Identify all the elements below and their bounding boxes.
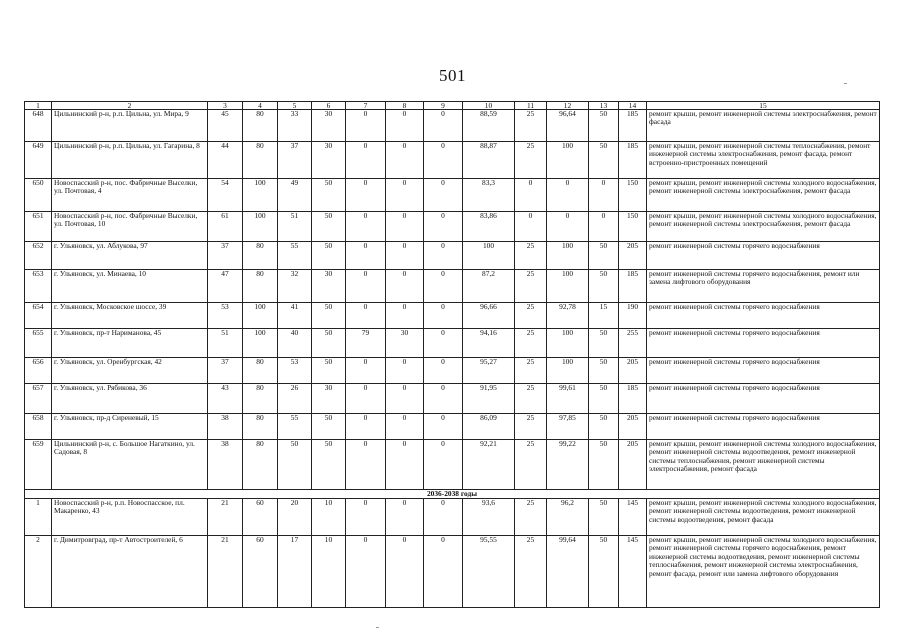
table-cell: Цильнинский р-н, р.п. Цильна, ул. Гагарина, 8 [52, 142, 208, 179]
table-row [25, 499, 880, 536]
table-cell: 205 [619, 440, 647, 490]
column-header: 11 [515, 102, 547, 110]
table-cell: 55 [278, 242, 312, 270]
table-cell: 10 [312, 499, 346, 536]
column-header: 3 [208, 102, 243, 110]
table-cell: 649 [25, 142, 52, 179]
table-cell: 50 [589, 440, 619, 490]
table-cell: 185 [619, 384, 647, 414]
table-cell: 100 [547, 270, 589, 303]
table-cell: 43 [208, 384, 243, 414]
table-cell: 25 [515, 303, 547, 329]
table-cell: 50 [589, 536, 619, 608]
table-cell: 0 [424, 358, 463, 384]
column-header: 12 [547, 102, 589, 110]
table-cell: 15 [589, 303, 619, 329]
table-cell: 50 [312, 414, 346, 440]
table-row [25, 536, 880, 608]
table-cell: 20 [278, 499, 312, 536]
table-cell: 60 [243, 499, 278, 536]
table-cell: 0 [386, 242, 424, 270]
table-cell: 100 [547, 242, 589, 270]
column-header: 10 [463, 102, 515, 110]
table-cell: 0 [424, 329, 463, 358]
table-cell: ремонт инженерной системы горячего водоснабжения [647, 329, 880, 358]
table-cell: 0 [547, 212, 589, 242]
column-header: 5 [278, 102, 312, 110]
table-cell: 80 [243, 242, 278, 270]
table-cell: 83,3 [463, 179, 515, 212]
table-cell: 50 [312, 358, 346, 384]
table-cell: 185 [619, 270, 647, 303]
table-row [25, 179, 880, 212]
scan-mark [376, 627, 379, 628]
table-cell: 99,64 [547, 536, 589, 608]
column-header: 9 [424, 102, 463, 110]
table-cell: 0 [424, 242, 463, 270]
table-cell: 0 [346, 270, 386, 303]
column-header: 6 [312, 102, 346, 110]
repair-schedule-table [24, 101, 880, 608]
table-row [25, 329, 880, 358]
table-cell: 30 [312, 110, 346, 142]
table-cell: 0 [386, 142, 424, 179]
table-cell: 0 [346, 384, 386, 414]
table-cell: 50 [589, 329, 619, 358]
table-cell: 0 [346, 142, 386, 179]
table-row [25, 212, 880, 242]
table-cell: 25 [515, 358, 547, 384]
table-cell: 653 [25, 270, 52, 303]
table-cell: 10 [312, 536, 346, 608]
table-cell: 100 [243, 179, 278, 212]
column-header: 13 [589, 102, 619, 110]
table-cell: 654 [25, 303, 52, 329]
table-cell: 32 [278, 270, 312, 303]
table-cell: 30 [312, 142, 346, 179]
table-cell: 94,16 [463, 329, 515, 358]
table-cell: 0 [424, 270, 463, 303]
table-cell: 80 [243, 414, 278, 440]
table-cell: 185 [619, 142, 647, 179]
table-row [25, 242, 880, 270]
table-cell: 50 [589, 110, 619, 142]
table-cell: 96,66 [463, 303, 515, 329]
table-cell: 0 [424, 536, 463, 608]
table-cell: 93,6 [463, 499, 515, 536]
table-cell: 0 [386, 536, 424, 608]
table-cell: 0 [515, 179, 547, 212]
table-cell: 185 [619, 110, 647, 142]
table-cell: 50 [589, 384, 619, 414]
column-header: 15 [647, 102, 880, 110]
table-cell: 80 [243, 358, 278, 384]
table-cell: 657 [25, 384, 52, 414]
table-cell: ремонт инженерной системы горячего водоснабжения [647, 414, 880, 440]
table-cell: 88,59 [463, 110, 515, 142]
table-cell: 50 [312, 303, 346, 329]
table-cell: 25 [515, 242, 547, 270]
table-cell: 648 [25, 110, 52, 142]
table-cell: 0 [386, 358, 424, 384]
table-cell: 80 [243, 110, 278, 142]
table-cell: 99,22 [547, 440, 589, 490]
table-cell: г. Ульяновск, Московское шоссе, 39 [52, 303, 208, 329]
table-cell: 33 [278, 110, 312, 142]
table-cell: 150 [619, 179, 647, 212]
table-cell: г. Димитровград, пр-т Автостроителей, 6 [52, 536, 208, 608]
table-cell: 0 [346, 414, 386, 440]
table-cell: 25 [515, 414, 547, 440]
table-cell: ремонт крыши, ремонт инженерной системы холодного водоснабжения, ремонт инженерной системы водоотведения, ремонт инженерной системы теплоснабжения, ремонт инженерной системы электроснабжения, ремонт фасада [647, 440, 880, 490]
table-cell: 50 [278, 440, 312, 490]
table-cell: 88,87 [463, 142, 515, 179]
table-cell: 0 [424, 142, 463, 179]
table-cell: 0 [346, 536, 386, 608]
table-cell: 50 [589, 358, 619, 384]
table-cell: 0 [386, 179, 424, 212]
table-cell: 0 [386, 110, 424, 142]
table-cell: 0 [346, 110, 386, 142]
table-cell: 25 [515, 499, 547, 536]
table-cell: 53 [208, 303, 243, 329]
table-cell: 92,21 [463, 440, 515, 490]
table-cell: 100 [243, 212, 278, 242]
table-cell: 30 [312, 270, 346, 303]
table-cell: ремонт инженерной системы горячего водоснабжения [647, 358, 880, 384]
table-cell: 651 [25, 212, 52, 242]
table-cell: 0 [386, 270, 424, 303]
table-cell: 0 [386, 303, 424, 329]
table-row [25, 440, 880, 490]
table-cell: 652 [25, 242, 52, 270]
table-cell: ремонт инженерной системы горячего водоснабжения [647, 303, 880, 329]
table-cell: 205 [619, 358, 647, 384]
table-cell: 0 [515, 212, 547, 242]
table-cell: 97,85 [547, 414, 589, 440]
table-cell: 41 [278, 303, 312, 329]
table-cell: 25 [515, 329, 547, 358]
table-cell: 658 [25, 414, 52, 440]
section-title: 2036-2038 годы [25, 490, 880, 499]
table-cell: 145 [619, 499, 647, 536]
table-cell: 25 [515, 536, 547, 608]
page-number: 501 [439, 66, 466, 85]
table-cell: 100 [243, 329, 278, 358]
table-cell: 99,61 [547, 384, 589, 414]
table-cell: 100 [547, 358, 589, 384]
table-cell: 659 [25, 440, 52, 490]
table-cell: ремонт крыши, ремонт инженерной системы теплоснабжения, ремонт инженерной системы электроснабжения, ремонт фасада, ремонт встроенно-пристроенных помещений [647, 142, 880, 179]
table-cell: 2 [25, 536, 52, 608]
table-row [25, 414, 880, 440]
table-cell: 53 [278, 358, 312, 384]
table-cell: 80 [243, 270, 278, 303]
table-cell: г. Ульяновск, ул. Аблукова, 97 [52, 242, 208, 270]
table-row [25, 358, 880, 384]
table-cell: 51 [278, 212, 312, 242]
table-cell: ремонт крыши, ремонт инженерной системы холодного водоснабжения, ремонт инженерной системы электроснабжения, ремонт фасада [647, 212, 880, 242]
table-cell: 0 [589, 212, 619, 242]
table-cell: 40 [278, 329, 312, 358]
header-row [25, 102, 880, 110]
table-cell: 54 [208, 179, 243, 212]
table-cell: ремонт крыши, ремонт инженерной системы холодного водоснабжения, ремонт инженерной системы горячего водоснабжения, ремонт инженерной системы водоотведения, ремонт инженерной системы теплоснабжения, ремонт инженерной системы электроснабжения, ремонт фасада, ремонт или замена лифтового оборудования [647, 536, 880, 608]
table-cell: 50 [589, 499, 619, 536]
table-cell: 61 [208, 212, 243, 242]
table-cell: 50 [589, 142, 619, 179]
table-cell: 55 [278, 414, 312, 440]
table-cell: 0 [424, 384, 463, 414]
column-header: 8 [386, 102, 424, 110]
scan-mark [844, 83, 847, 84]
table-cell: 25 [515, 142, 547, 179]
table-cell: 79 [346, 329, 386, 358]
table-cell: 205 [619, 242, 647, 270]
table-cell: 38 [208, 414, 243, 440]
table-cell: 49 [278, 179, 312, 212]
table-cell: г. Ульяновск, пр-т Нариманова, 45 [52, 329, 208, 358]
table-cell: 0 [386, 499, 424, 536]
table-cell: Цильнинский р-н, с. Большое Нагаткино, ул. Садовая, 8 [52, 440, 208, 490]
table-cell: Новоспасский р-н, пос. Фабричные Выселки, ул. Почтовая, 4 [52, 179, 208, 212]
table-cell: 50 [312, 179, 346, 212]
table-cell: 95,55 [463, 536, 515, 608]
table-body [25, 110, 880, 608]
table-cell: 100 [243, 303, 278, 329]
table-row [25, 303, 880, 329]
table-cell: 0 [386, 212, 424, 242]
table-row [25, 384, 880, 414]
table-cell: 205 [619, 414, 647, 440]
table-cell: г. Ульяновск, ул. Рябикова, 36 [52, 384, 208, 414]
table-cell: 1 [25, 499, 52, 536]
table-cell: 25 [515, 384, 547, 414]
table-cell: 100 [463, 242, 515, 270]
table-cell: 0 [424, 303, 463, 329]
table-cell: 38 [208, 440, 243, 490]
table-cell: 50 [589, 270, 619, 303]
table-cell: 37 [208, 242, 243, 270]
column-header: 4 [243, 102, 278, 110]
table-cell: 656 [25, 358, 52, 384]
table-cell: ремонт инженерной системы горячего водоснабжения [647, 242, 880, 270]
table-cell: 0 [386, 384, 424, 414]
column-header: 1 [25, 102, 52, 110]
table-cell: 37 [208, 358, 243, 384]
table-cell: 0 [424, 499, 463, 536]
table-cell: г. Ульяновск, ул. Минаева, 10 [52, 270, 208, 303]
table-cell: 0 [424, 414, 463, 440]
table-cell: 80 [243, 384, 278, 414]
table-cell: 50 [312, 242, 346, 270]
table-cell: 47 [208, 270, 243, 303]
table-cell: 86,09 [463, 414, 515, 440]
table-cell: ремонт крыши, ремонт инженерной системы холодного водоснабжения, ремонт инженерной системы электроснабжения, ремонт фасада [647, 179, 880, 212]
table-row [25, 270, 880, 303]
table-cell: 50 [589, 242, 619, 270]
table-cell: 190 [619, 303, 647, 329]
table-row [25, 110, 880, 142]
table-cell: 21 [208, 536, 243, 608]
section-row [25, 490, 880, 499]
table-cell: 17 [278, 536, 312, 608]
table-cell: 96,64 [547, 110, 589, 142]
table-cell: 25 [515, 270, 547, 303]
table-cell: 50 [312, 440, 346, 490]
table-cell: 0 [424, 212, 463, 242]
table-cell: 51 [208, 329, 243, 358]
table-cell: 91,95 [463, 384, 515, 414]
column-header: 14 [619, 102, 647, 110]
table-cell: Новоспасский р-н, р.п. Новоспасское, пл. Макаренко, 43 [52, 499, 208, 536]
table-cell: 25 [515, 440, 547, 490]
table-cell: 0 [589, 179, 619, 212]
table-cell: 0 [346, 499, 386, 536]
table-cell: 0 [424, 110, 463, 142]
table-cell: 50 [312, 329, 346, 358]
table-cell: 45 [208, 110, 243, 142]
table-cell: г. Ульяновск, ул. Оренбургская, 42 [52, 358, 208, 384]
table-cell: 150 [619, 212, 647, 242]
table-cell: 650 [25, 179, 52, 212]
table-cell: 0 [346, 358, 386, 384]
table-cell: 0 [547, 179, 589, 212]
column-header: 2 [52, 102, 208, 110]
table-cell: 50 [589, 414, 619, 440]
table-cell: 30 [312, 384, 346, 414]
table-cell: 92,78 [547, 303, 589, 329]
table-cell: 0 [346, 242, 386, 270]
table-cell: 255 [619, 329, 647, 358]
table-cell: 21 [208, 499, 243, 536]
table-cell: 50 [312, 212, 346, 242]
table-cell: 96,2 [547, 499, 589, 536]
table-cell: 0 [346, 303, 386, 329]
table-cell: Новоспасский р-н, пос. Фабричные Выселки, ул. Почтовая, 10 [52, 212, 208, 242]
table-cell: 44 [208, 142, 243, 179]
table-cell: 95,27 [463, 358, 515, 384]
table-cell: 87,2 [463, 270, 515, 303]
table-cell: 100 [547, 329, 589, 358]
table-cell: 0 [424, 179, 463, 212]
table-cell: 0 [386, 440, 424, 490]
table-cell: г. Ульяновск, пр-д Сиреневый, 15 [52, 414, 208, 440]
table-cell: 26 [278, 384, 312, 414]
table-cell: ремонт инженерной системы горячего водоснабжения, ремонт или замена лифтового оборудования [647, 270, 880, 303]
column-header: 7 [346, 102, 386, 110]
table-cell: 0 [386, 414, 424, 440]
table-cell: 80 [243, 440, 278, 490]
table-cell: 60 [243, 536, 278, 608]
table-cell: 0 [424, 440, 463, 490]
table-cell: 145 [619, 536, 647, 608]
table-cell: ремонт крыши, ремонт инженерной системы электроснабжения, ремонт фасада [647, 110, 880, 142]
table-cell: 0 [346, 212, 386, 242]
table-cell: 37 [278, 142, 312, 179]
table-cell: 0 [346, 179, 386, 212]
table-cell: 83,86 [463, 212, 515, 242]
table-cell: 25 [515, 110, 547, 142]
table-cell: ремонт инженерной системы горячего водоснабжения [647, 384, 880, 414]
table-cell: 100 [547, 142, 589, 179]
table-cell: ремонт крыши, ремонт инженерной системы холодного водоснабжения, ремонт инженерной системы водоотведения, ремонт инженерной системы водоотведения, ремонт фасада [647, 499, 880, 536]
table-cell: 0 [346, 440, 386, 490]
table-cell: 655 [25, 329, 52, 358]
table-cell: Цильнинский р-н, р.п. Цильна, ул. Мира, 9 [52, 110, 208, 142]
table-cell: 30 [386, 329, 424, 358]
table-cell: 80 [243, 142, 278, 179]
table-row [25, 142, 880, 179]
